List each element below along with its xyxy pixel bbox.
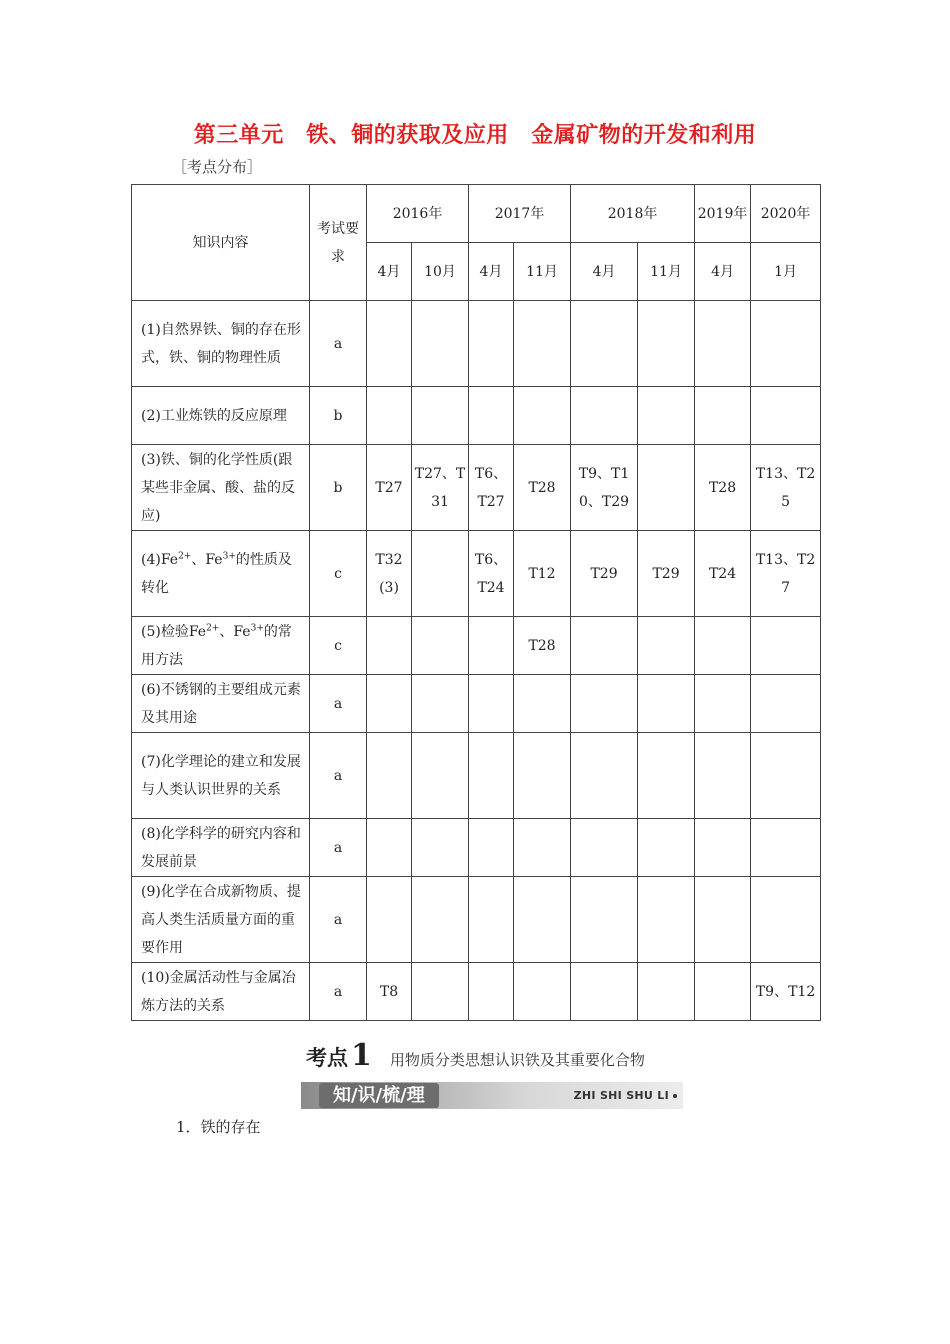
question-cell xyxy=(638,445,695,531)
question-cell xyxy=(751,387,821,445)
table-row xyxy=(132,301,821,387)
question-cell xyxy=(514,877,571,963)
header-month: 4月 xyxy=(367,243,412,301)
header-year: 2018年 xyxy=(571,185,695,243)
requirement-cell: c xyxy=(310,617,367,675)
question-cell xyxy=(571,733,638,819)
question-cell xyxy=(695,733,751,819)
question-cell xyxy=(412,617,469,675)
question-cell xyxy=(571,617,638,675)
question-cell xyxy=(695,387,751,445)
question-cell: T28 xyxy=(514,445,571,531)
question-cell xyxy=(638,387,695,445)
question-cell xyxy=(412,963,469,1021)
question-cell xyxy=(638,733,695,819)
question-cell xyxy=(571,819,638,877)
question-cell xyxy=(751,877,821,963)
question-cell xyxy=(412,819,469,877)
question-cell xyxy=(638,675,695,733)
question-cell xyxy=(638,819,695,877)
knowledge-cell: (2)工业炼铁的反应原理 xyxy=(132,387,310,445)
knowledge-cell: (6)不锈钢的主要组成元素及其用途 xyxy=(132,675,310,733)
question-cell xyxy=(469,877,514,963)
question-cell xyxy=(695,617,751,675)
section-heading xyxy=(306,1038,645,1073)
unit-title: 第三单元 铁、铜的获取及应用 金属矿物的开发和利用 xyxy=(193,123,757,148)
question-cell xyxy=(412,301,469,387)
question-cell: T27、T31 xyxy=(412,445,469,531)
knowledge-text: (5)检验Fe xyxy=(141,623,207,640)
question-cell: T24 xyxy=(695,531,751,617)
header-knowledge: 知识内容 xyxy=(132,185,310,301)
question-cell xyxy=(751,301,821,387)
question-cell xyxy=(751,617,821,675)
table-row xyxy=(132,617,821,675)
question-cell: T29 xyxy=(638,531,695,617)
table-row xyxy=(132,675,821,733)
question-cell xyxy=(469,819,514,877)
question-cell xyxy=(751,819,821,877)
question-cell xyxy=(638,877,695,963)
question-cell xyxy=(571,963,638,1021)
knowledge-text: 、Fe xyxy=(191,551,223,568)
question-cell xyxy=(412,877,469,963)
ion-charge: 2+ xyxy=(178,550,192,561)
header-year: 2016年 xyxy=(367,185,469,243)
knowledge-cell: (1)自然界铁、铜的存在形式，铁、铜的物理性质 xyxy=(132,301,310,387)
bullet-dot-icon xyxy=(673,1094,677,1098)
requirement-cell: a xyxy=(310,819,367,877)
question-cell xyxy=(571,877,638,963)
question-cell xyxy=(367,877,412,963)
header-year: 2020年 xyxy=(751,185,821,243)
question-cell xyxy=(571,387,638,445)
question-cell xyxy=(695,877,751,963)
question-cell xyxy=(514,387,571,445)
question-cell: T28 xyxy=(514,617,571,675)
question-cell xyxy=(514,733,571,819)
exam-distribution-label: ［考点分布］ xyxy=(172,158,263,176)
header-month: 11月 xyxy=(514,243,571,301)
knowledge-cell: (10)金属活动性与金属冶炼方法的关系 xyxy=(132,963,310,1021)
table-row xyxy=(132,733,821,819)
requirement-cell: b xyxy=(310,445,367,531)
header-month: 10月 xyxy=(412,243,469,301)
question-cell xyxy=(469,387,514,445)
header-month: 4月 xyxy=(469,243,514,301)
question-cell xyxy=(571,675,638,733)
question-cell xyxy=(469,963,514,1021)
question-cell: T28 xyxy=(695,445,751,531)
knowledge-text: (4)Fe xyxy=(141,551,179,568)
question-cell: T9、T10、T29 xyxy=(571,445,638,531)
table-row xyxy=(132,445,821,531)
question-cell: T6、T24 xyxy=(469,531,514,617)
header-month: 4月 xyxy=(695,243,751,301)
question-cell xyxy=(412,531,469,617)
banner-pinyin xyxy=(574,1082,677,1109)
requirement-cell: c xyxy=(310,531,367,617)
question-cell xyxy=(469,617,514,675)
knowledge-cell xyxy=(132,617,310,675)
requirement-cell: a xyxy=(310,877,367,963)
question-cell xyxy=(695,819,751,877)
question-cell xyxy=(367,387,412,445)
question-cell xyxy=(695,675,751,733)
knowledge-review-banner xyxy=(301,1082,683,1109)
question-cell xyxy=(412,733,469,819)
banner-pinyin-text: ZHI SHI SHU LI xyxy=(573,1089,669,1102)
question-cell: T27 xyxy=(367,445,412,531)
question-cell xyxy=(469,733,514,819)
question-cell xyxy=(751,675,821,733)
table-row xyxy=(132,531,821,617)
question-cell xyxy=(514,819,571,877)
list-item: 1．铁的存在 xyxy=(176,1118,261,1136)
question-cell xyxy=(469,301,514,387)
question-cell xyxy=(514,963,571,1021)
question-cell: T32(3) xyxy=(367,531,412,617)
question-cell xyxy=(638,963,695,1021)
question-cell xyxy=(514,675,571,733)
question-cell xyxy=(367,675,412,733)
question-cell: T9、T12 xyxy=(751,963,821,1021)
header-year: 2019年 xyxy=(695,185,751,243)
section-title: 用物质分类思想认识铁及其重要化合物 xyxy=(389,1051,645,1069)
question-cell xyxy=(695,963,751,1021)
question-cell xyxy=(367,733,412,819)
question-cell xyxy=(514,301,571,387)
question-cell: T13、T25 xyxy=(751,445,821,531)
knowledge-cell: (7)化学理论的建立和发展与人类认识世界的关系 xyxy=(132,733,310,819)
table-row xyxy=(132,877,821,963)
question-cell: T13、T27 xyxy=(751,531,821,617)
knowledge-cell: (3)铁、铜的化学性质(跟某些非金属、酸、盐的反应) xyxy=(132,445,310,531)
question-cell: T29 xyxy=(571,531,638,617)
requirement-cell: a xyxy=(310,675,367,733)
table-row xyxy=(132,819,821,877)
knowledge-cell xyxy=(132,531,310,617)
question-cell xyxy=(367,617,412,675)
section-number: 1 xyxy=(351,1038,372,1073)
knowledge-text: 的常用方法 xyxy=(141,623,292,668)
exam-distribution-table xyxy=(131,184,821,1021)
question-cell xyxy=(638,301,695,387)
question-cell xyxy=(695,301,751,387)
requirement-cell: a xyxy=(310,301,367,387)
question-cell xyxy=(571,301,638,387)
requirement-cell: b xyxy=(310,387,367,445)
header-month: 11月 xyxy=(638,243,695,301)
knowledge-cell: (9)化学在合成新物质、提高人类生活质量方面的重要作用 xyxy=(132,877,310,963)
question-cell xyxy=(367,819,412,877)
knowledge-text: 、Fe xyxy=(219,623,251,640)
ion-charge: 2+ xyxy=(206,622,220,633)
question-cell xyxy=(367,301,412,387)
question-cell xyxy=(412,675,469,733)
header-month: 4月 xyxy=(571,243,638,301)
question-cell: T12 xyxy=(514,531,571,617)
header-month: 1月 xyxy=(751,243,821,301)
question-cell xyxy=(751,733,821,819)
question-cell xyxy=(412,387,469,445)
requirement-cell: a xyxy=(310,963,367,1021)
table-row xyxy=(132,963,821,1021)
knowledge-cell: (8)化学科学的研究内容和发展前景 xyxy=(132,819,310,877)
ion-charge: 3+ xyxy=(250,622,264,633)
question-cell: T8 xyxy=(367,963,412,1021)
section-label: 考点 xyxy=(306,1046,348,1070)
ion-charge: 3+ xyxy=(222,550,236,561)
header-year: 2017年 xyxy=(469,185,571,243)
question-cell xyxy=(469,675,514,733)
question-cell: T6、T27 xyxy=(469,445,514,531)
header-requirement: 考试要求 xyxy=(310,185,367,301)
table-row xyxy=(132,387,821,445)
banner-label: 知/识/梳/理 xyxy=(319,1083,439,1108)
question-cell xyxy=(638,617,695,675)
knowledge-text: 的性质及转化 xyxy=(141,551,292,596)
requirement-cell: a xyxy=(310,733,367,819)
